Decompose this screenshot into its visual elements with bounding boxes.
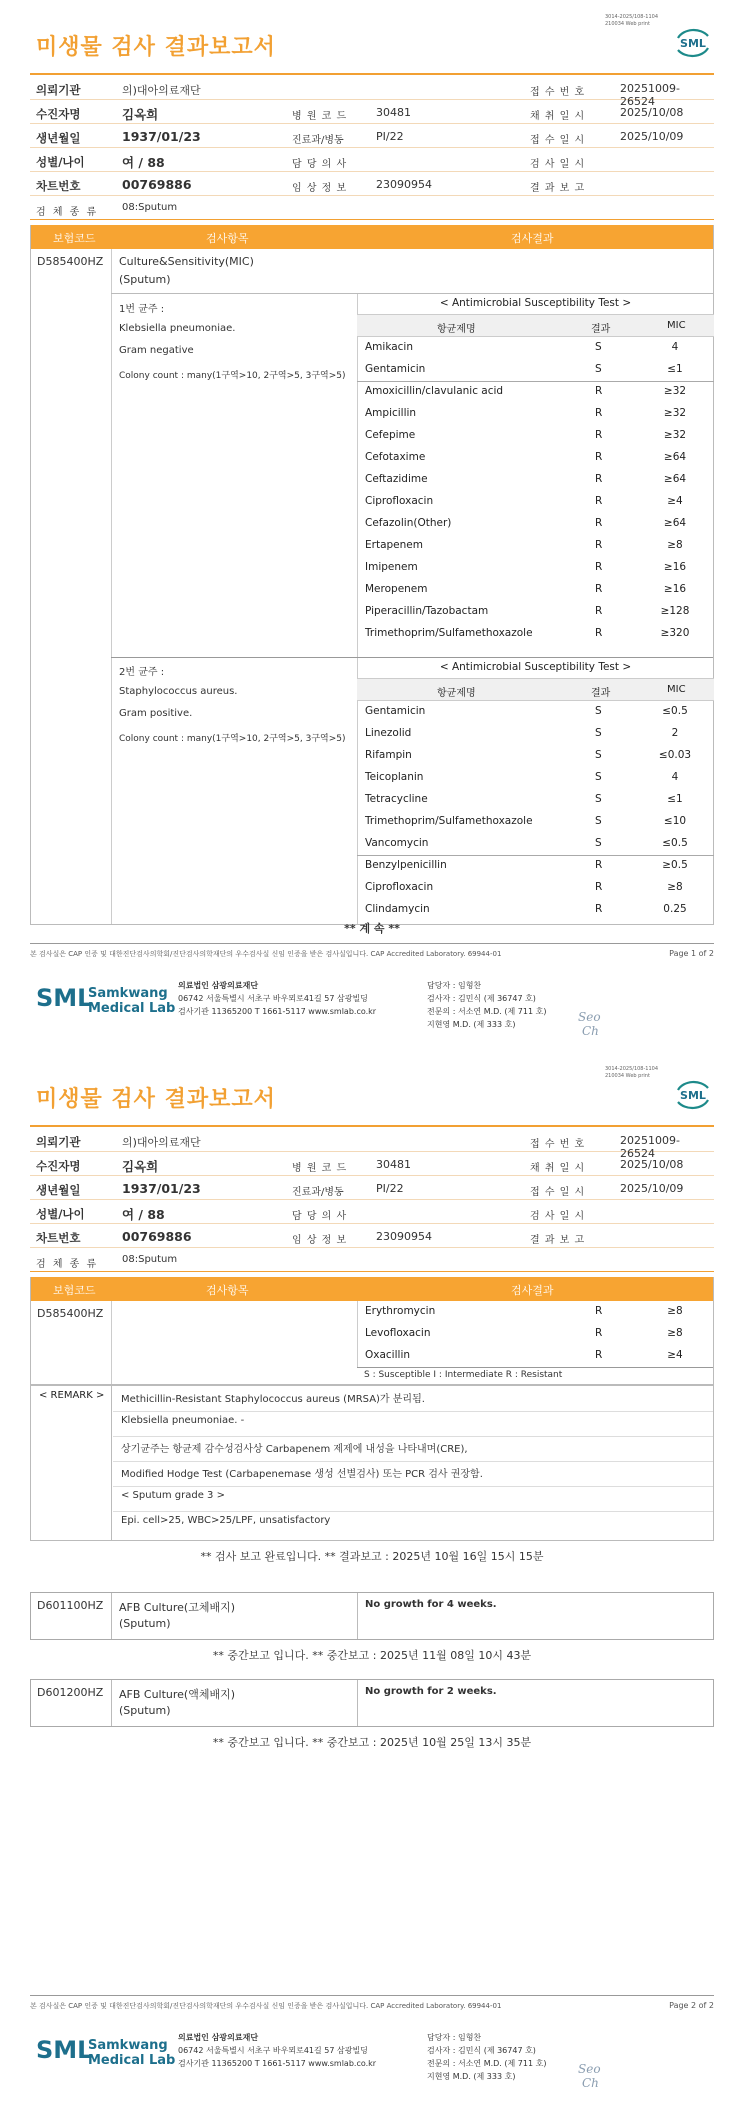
signature: Seo Ch <box>578 1010 601 1038</box>
susceptibility-drug: Ampicillin <box>365 407 417 419</box>
afb-liquid-name: AFB Culture(액체배지) <box>119 1688 236 1701</box>
afb-solid-specimen: (Sputum) <box>119 1617 171 1630</box>
susceptibility-drug: Amikacin <box>365 341 414 353</box>
susceptibility-mic: ≥4 <box>667 1349 683 1361</box>
susceptibility-drug: Rifampin <box>365 749 412 761</box>
remark-box <box>30 1385 714 1541</box>
sml-logo-icon <box>674 26 712 60</box>
susceptibility-row <box>357 447 714 469</box>
page-title: 미생물 검사 결과보고서 <box>36 35 276 60</box>
susceptibility-mic: ≥8 <box>667 881 683 893</box>
susceptibility-mic: ≤1 <box>667 363 683 375</box>
susceptibility-drug: Meropenem <box>365 583 428 595</box>
susceptibility-mic: ≥128 <box>660 605 690 617</box>
page-number: Page 2 of 2 <box>669 2001 714 2010</box>
organism-1-label: 1번 균주 : <box>119 304 165 315</box>
susceptibility-row <box>357 745 714 767</box>
susceptibility-row <box>357 491 714 513</box>
susceptibility-drug: Cefazolin(Other) <box>365 517 452 529</box>
susceptibility-mic: ≥32 <box>663 385 687 397</box>
ast-title-2: < Antimicrobial Susceptibility Test > <box>357 657 714 679</box>
susceptibility-row <box>357 557 714 579</box>
susceptibility-row <box>357 899 714 921</box>
sml-logo-icon <box>674 1078 712 1112</box>
svg-text:SML: SML <box>680 37 706 50</box>
susceptibility-drug: Levofloxacin <box>365 1327 431 1339</box>
table-header: 보험코드 검사항목 검사결과 <box>31 225 713 249</box>
susceptibility-result: S <box>595 771 602 783</box>
remark-line: Methicillin-Resistant Staphylococcus aureus (MRSA)가 분리됨. <box>121 1394 425 1405</box>
susceptibility-mic: ≥64 <box>663 473 687 485</box>
susceptibility-result: R <box>595 859 603 871</box>
susceptibility-result: R <box>595 517 603 529</box>
afb-liquid-result: No growth for 2 weeks. <box>365 1686 497 1697</box>
susceptibility-row <box>357 1345 714 1367</box>
susceptibility-result: R <box>595 495 603 507</box>
susceptibility-mic: 2 <box>671 727 679 739</box>
susceptibility-result: R <box>595 1327 603 1339</box>
susceptibility-mic: ≥64 <box>663 451 687 463</box>
susceptibility-row <box>357 381 714 403</box>
report-page-2 <box>0 1052 744 2104</box>
remark-line: Modified Hodge Test (Carbapenemase 생성 선별검사) 또는 PCR 검사 권장함. <box>121 1469 483 1480</box>
print-stamp: 3014-2025/108-1104 210034 Web print <box>605 1066 659 1079</box>
susceptibility-result: R <box>595 1305 603 1317</box>
susceptibility-mic: ≥32 <box>663 429 687 441</box>
lab-logo: SML Samkwang Medical Lab <box>36 2036 176 2068</box>
susceptibility-row <box>357 1323 714 1345</box>
afb-liquid-code: D601200HZ <box>37 1686 104 1699</box>
organism-2-name: Staphylococcus aureus. <box>119 686 238 697</box>
svg-text:SML: SML <box>680 1089 706 1102</box>
susceptibility-row <box>357 337 714 359</box>
susceptibility-drug: Trimethoprim/Sulfamethoxazole <box>365 627 533 639</box>
susceptibility-result: S <box>595 749 602 761</box>
susceptibility-result: R <box>595 407 603 419</box>
print-stamp: 3014-2025/108-1104 210034 Web print <box>605 14 659 27</box>
organism-1-gram: Gram negative <box>119 345 194 356</box>
susceptibility-row <box>357 623 714 645</box>
susceptibility-mic: ≥16 <box>663 583 687 595</box>
test-code: D585400HZ <box>37 1307 104 1320</box>
organism-1-colony: Colony count : many(1구역>10, 2구역>5, 3구역>5) <box>119 371 346 381</box>
organism-2-gram: Gram positive. <box>119 708 193 719</box>
page-title: 미생물 검사 결과보고서 <box>36 1087 276 1112</box>
susceptibility-row <box>357 811 714 833</box>
susceptibility-row <box>357 789 714 811</box>
ast-column-header-1: 항균제명 결과 MIC <box>357 315 714 337</box>
divider <box>30 1125 714 1127</box>
susceptibility-result: S <box>595 705 602 717</box>
susceptibility-row <box>357 1301 714 1323</box>
table-header: 보험코드 검사항목 검사결과 <box>31 1277 713 1301</box>
patient-info: 의뢰기관 의)대아의료재단 접 수 번 호 20251009-26524 수진자명 김옥희 병 원 코 드 30481 채 취 일 시 2025/10/08 생년월일 1937/01/23 진료과/병동 PI/22 접 수 일 시 2025/10/09 성별/나이 여 / 88 담 당 의 사 검 사 일 시 차트번호 00769886 임 상 정 보 23090954 결 과 보 고 검 체 종 류 08:Sputum <box>30 1128 714 1272</box>
results-table-continued <box>30 1277 714 1385</box>
susceptibility-mic: ≤1 <box>667 793 683 805</box>
test-name: Culture&Sensitivity(MIC) <box>119 255 254 268</box>
page-number: Page 1 of 2 <box>669 949 714 958</box>
susceptibility-result: R <box>595 429 603 441</box>
lab-address: 의료법인 삼광의료재단 06742 서울특별시 서초구 바우뫼로41길 57 삼광빌딩 검사기관 11365200 T 1661-5117 www.smlab.co.kr <box>178 2033 377 2068</box>
susceptibility-mic: ≥320 <box>660 627 690 639</box>
susceptibility-result: S <box>595 727 602 739</box>
susceptibility-result: R <box>595 539 603 551</box>
susceptibility-result: R <box>595 881 603 893</box>
susceptibility-drug: Cefotaxime <box>365 451 426 463</box>
susceptibility-mic: ≤0.5 <box>662 837 688 849</box>
ast-column-header-2: 항균제명 결과 MIC <box>357 679 714 701</box>
susceptibility-result: S <box>595 837 602 849</box>
susceptibility-drug: Erythromycin <box>365 1305 436 1317</box>
susceptibility-row <box>357 601 714 623</box>
susceptibility-drug: Gentamicin <box>365 705 426 717</box>
susceptibility-result: S <box>595 341 602 353</box>
susceptibility-result: S <box>595 793 602 805</box>
susceptibility-drug: Ceftazidime <box>365 473 428 485</box>
susceptibility-result: S <box>595 815 602 827</box>
susceptibility-result: R <box>595 1349 603 1361</box>
afb-solid-status: ** 중간보고 입니다. ** 중간보고 : 2025년 11월 08일 10시 43분 <box>212 1649 532 1662</box>
afb-solid-code: D601100HZ <box>37 1599 104 1612</box>
test-specimen: (Sputum) <box>119 273 171 286</box>
susceptibility-row <box>357 403 714 425</box>
susceptibility-mic: ≥64 <box>663 517 687 529</box>
susceptibility-result: R <box>595 627 603 639</box>
susceptibility-drug: Oxacillin <box>365 1349 411 1361</box>
susceptibility-row <box>357 359 714 381</box>
lab-address: 의료법인 삼광의료재단 06742 서울특별시 서초구 바우뫼로41길 57 삼광빌딩 검사기관 11365200 T 1661-5117 www.smlab.co.kr <box>178 981 377 1016</box>
susceptibility-row <box>357 877 714 899</box>
results-table <box>30 225 714 925</box>
remark-label: < REMARK > <box>39 1390 105 1401</box>
susceptibility-result: S <box>595 363 602 375</box>
continued-note: ** 계 속 ** <box>344 922 400 935</box>
susceptibility-result: R <box>595 583 603 595</box>
susceptibility-row <box>357 469 714 491</box>
signatories: 담당자 : 임형찬 검사자 : 김민식 (제 36747 호) 전문의 : 서소연 M.D. (제 711 호) 지현영 M.D. (제 333 호) <box>427 981 547 1029</box>
afb-liquid-status: ** 중간보고 입니다. ** 중간보고 : 2025년 10월 25일 13시 35분 <box>212 1736 532 1749</box>
organism-2-label: 2번 균주 : <box>119 667 165 678</box>
susceptibility-drug: Cefepime <box>365 429 416 441</box>
susceptibility-drug: Trimethoprim/Sulfamethoxazole <box>365 815 533 827</box>
susceptibility-mic: ≥8 <box>667 1305 683 1317</box>
ast-title-1: < Antimicrobial Susceptibility Test > <box>357 293 714 315</box>
susceptibility-row <box>357 579 714 601</box>
susceptibility-drug: Ciprofloxacin <box>365 495 434 507</box>
susceptibility-mic: 4 <box>671 771 679 783</box>
susceptibility-result: R <box>595 451 603 463</box>
susceptibility-mic: ≥8 <box>667 539 683 551</box>
susceptibility-mic: ≥8 <box>667 1327 683 1339</box>
susceptibility-drug: Amoxicillin/clavulanic acid <box>365 385 504 397</box>
susceptibility-row <box>357 535 714 557</box>
susceptibility-row <box>357 701 714 723</box>
susceptibility-mic: ≥0.5 <box>662 859 688 871</box>
susceptibility-mic: ≥32 <box>663 407 687 419</box>
susceptibility-mic: ≤10 <box>663 815 687 827</box>
lab-logo: SML Samkwang Medical Lab <box>36 984 176 1016</box>
afb-liquid-specimen: (Sputum) <box>119 1704 171 1717</box>
susceptibility-row <box>357 425 714 447</box>
susceptibility-row <box>357 513 714 535</box>
sir-legend: S : Susceptible I : Intermediate R : Resistant <box>364 1370 563 1380</box>
susceptibility-drug: Linezolid <box>365 727 412 739</box>
remark-line: Klebsiella pneumoniae. - <box>121 1415 245 1426</box>
susceptibility-result: R <box>595 561 603 573</box>
patient-info: 의뢰기관 의)대아의료재단 접 수 번 호 20251009-26524 수진자명 김옥희 병 원 코 드 30481 채 취 일 시 2025/10/08 생년월일 1937/01/23 진료과/병동 PI/22 접 수 일 시 2025/10/09 성별/나이 여 / 88 담 당 의 사 검 사 일 시 차트번호 00769886 임 상 정 보 23090954 결 과 보 고 검 체 종 류 08:Sputum <box>30 76 714 220</box>
afb-solid-result: No growth for 4 weeks. <box>365 1599 497 1610</box>
susceptibility-drug: Ertapenem <box>365 539 423 551</box>
susceptibility-row <box>357 833 714 855</box>
afb-solid-name: AFB Culture(고체배지) <box>119 1601 236 1614</box>
remark-line: < Sputum grade 3 > <box>121 1490 225 1501</box>
test-code: D585400HZ <box>37 255 104 268</box>
organism-1-name: Klebsiella pneumoniae. <box>119 323 236 334</box>
susceptibility-row <box>357 767 714 789</box>
accreditation-note: 본 검사실은 CAP 인증 및 대한진단검사의학회/진단검사의학재단의 우수검사실 신임 인증을 받은 검사실입니다. CAP Accredited Laboratory. 69944-01 <box>30 950 502 958</box>
susceptibility-drug: Tetracycline <box>365 793 428 805</box>
susceptibility-result: R <box>595 903 603 915</box>
susceptibility-result: R <box>595 473 603 485</box>
susceptibility-row <box>357 855 714 877</box>
susceptibility-mic: ≤0.03 <box>658 749 692 761</box>
susceptibility-mic: ≤0.5 <box>662 705 688 717</box>
organism-2-colony: Colony count : many(1구역>10, 2구역>5, 3구역>5) <box>119 734 346 744</box>
susceptibility-mic: 4 <box>671 341 679 353</box>
susceptibility-mic: 0.25 <box>663 903 687 915</box>
divider <box>30 73 714 75</box>
afb-liquid-culture <box>30 1679 714 1727</box>
report-complete-status: ** 검사 보고 완료입니다. ** 결과보고 : 2025년 10월 16일 15시 15분 <box>200 1550 544 1563</box>
susceptibility-mic: ≥16 <box>663 561 687 573</box>
susceptibility-drug: Piperacillin/Tazobactam <box>365 605 489 617</box>
remark-line: 상기균주는 항균제 감수성검사상 Carbapenem 제제에 내성을 나타내며(CRE), <box>121 1444 468 1455</box>
susceptibility-drug: Gentamicin <box>365 363 426 375</box>
susceptibility-result: R <box>595 385 603 397</box>
accreditation-note: 본 검사실은 CAP 인증 및 대한진단검사의학회/진단검사의학재단의 우수검사실 신임 인증을 받은 검사실입니다. CAP Accredited Laboratory. 69944-01 <box>30 2002 502 2010</box>
susceptibility-mic: ≥4 <box>667 495 683 507</box>
susceptibility-drug: Clindamycin <box>365 903 430 915</box>
susceptibility-drug: Teicoplanin <box>365 771 424 783</box>
remark-line: Epi. cell>25, WBC>25/LPF, unsatisfactory <box>121 1515 331 1526</box>
signature: Seo Ch <box>578 2062 601 2090</box>
susceptibility-drug: Ciprofloxacin <box>365 881 434 893</box>
signatories: 담당자 : 임형찬 검사자 : 김민식 (제 36747 호) 전문의 : 서소연 M.D. (제 711 호) 지현영 M.D. (제 333 호) <box>427 2033 547 2081</box>
susceptibility-drug: Imipenem <box>365 561 418 573</box>
susceptibility-drug: Vancomycin <box>365 837 429 849</box>
afb-solid-culture <box>30 1592 714 1640</box>
susceptibility-drug: Benzylpenicillin <box>365 859 447 871</box>
susceptibility-result: R <box>595 605 603 617</box>
susceptibility-row <box>357 723 714 745</box>
